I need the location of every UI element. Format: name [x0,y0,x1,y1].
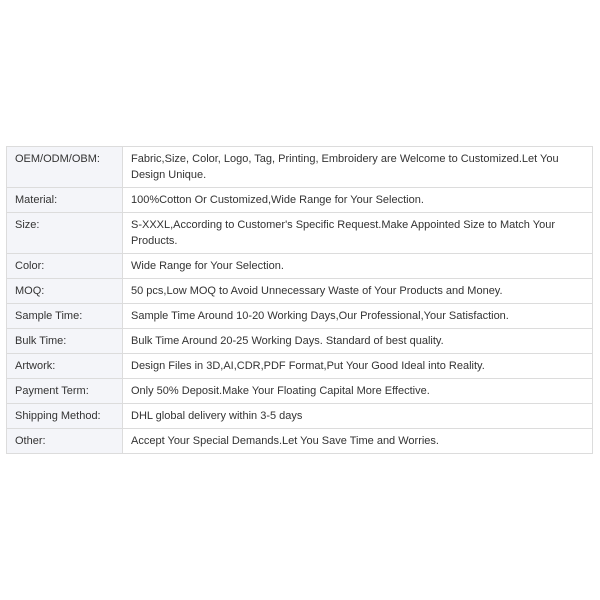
row-label: Sample Time: [7,304,123,329]
table-row-other [7,429,593,454]
row-value: 100%Cotton Or Customized,Wide Range for Your Selection. [123,188,593,213]
row-value: DHL global delivery within 3-5 days [123,404,593,429]
table-row-oem-odm-obm [7,147,593,188]
row-label: Color: [7,254,123,279]
table-row-artwork [7,354,593,379]
row-label: Shipping Method: [7,404,123,429]
table-row-material [7,188,593,213]
row-label: OEM/ODM/OBM: [7,147,123,188]
product-spec-table [6,146,593,454]
row-value: Design Files in 3D,AI,CDR,PDF Format,Put Your Good Ideal into Reality. [123,354,593,379]
row-value: Only 50% Deposit.Make Your Floating Capital More Effective. [123,379,593,404]
row-value: Wide Range for Your Selection. [123,254,593,279]
row-label: MOQ: [7,279,123,304]
row-label: Bulk Time: [7,329,123,354]
table-row-sample-time [7,304,593,329]
row-value: Accept Your Special Demands.Let You Save Time and Worries. [123,429,593,454]
table-row-shipping-method [7,404,593,429]
row-value: 50 pcs,Low MOQ to Avoid Unnecessary Waste of Your Products and Money. [123,279,593,304]
table-row-size [7,213,593,254]
row-label: Other: [7,429,123,454]
table-row-payment-term [7,379,593,404]
table-row-moq [7,279,593,304]
row-value: S-XXXL,According to Customer's Specific Request.Make Appointed Size to Match Your Products. [123,213,593,254]
row-label: Payment Term: [7,379,123,404]
row-label: Material: [7,188,123,213]
table-row-color [7,254,593,279]
row-value: Fabric,Size, Color, Logo, Tag, Printing, Embroidery are Welcome to Customized.Let You Design Unique. [123,147,593,188]
row-value: Sample Time Around 10-20 Working Days,Our Professional,Your Satisfaction. [123,304,593,329]
row-value: Bulk Time Around 20-25 Working Days. Standard of best quality. [123,329,593,354]
row-label: Size: [7,213,123,254]
row-label: Artwork: [7,354,123,379]
table-row-bulk-time [7,329,593,354]
